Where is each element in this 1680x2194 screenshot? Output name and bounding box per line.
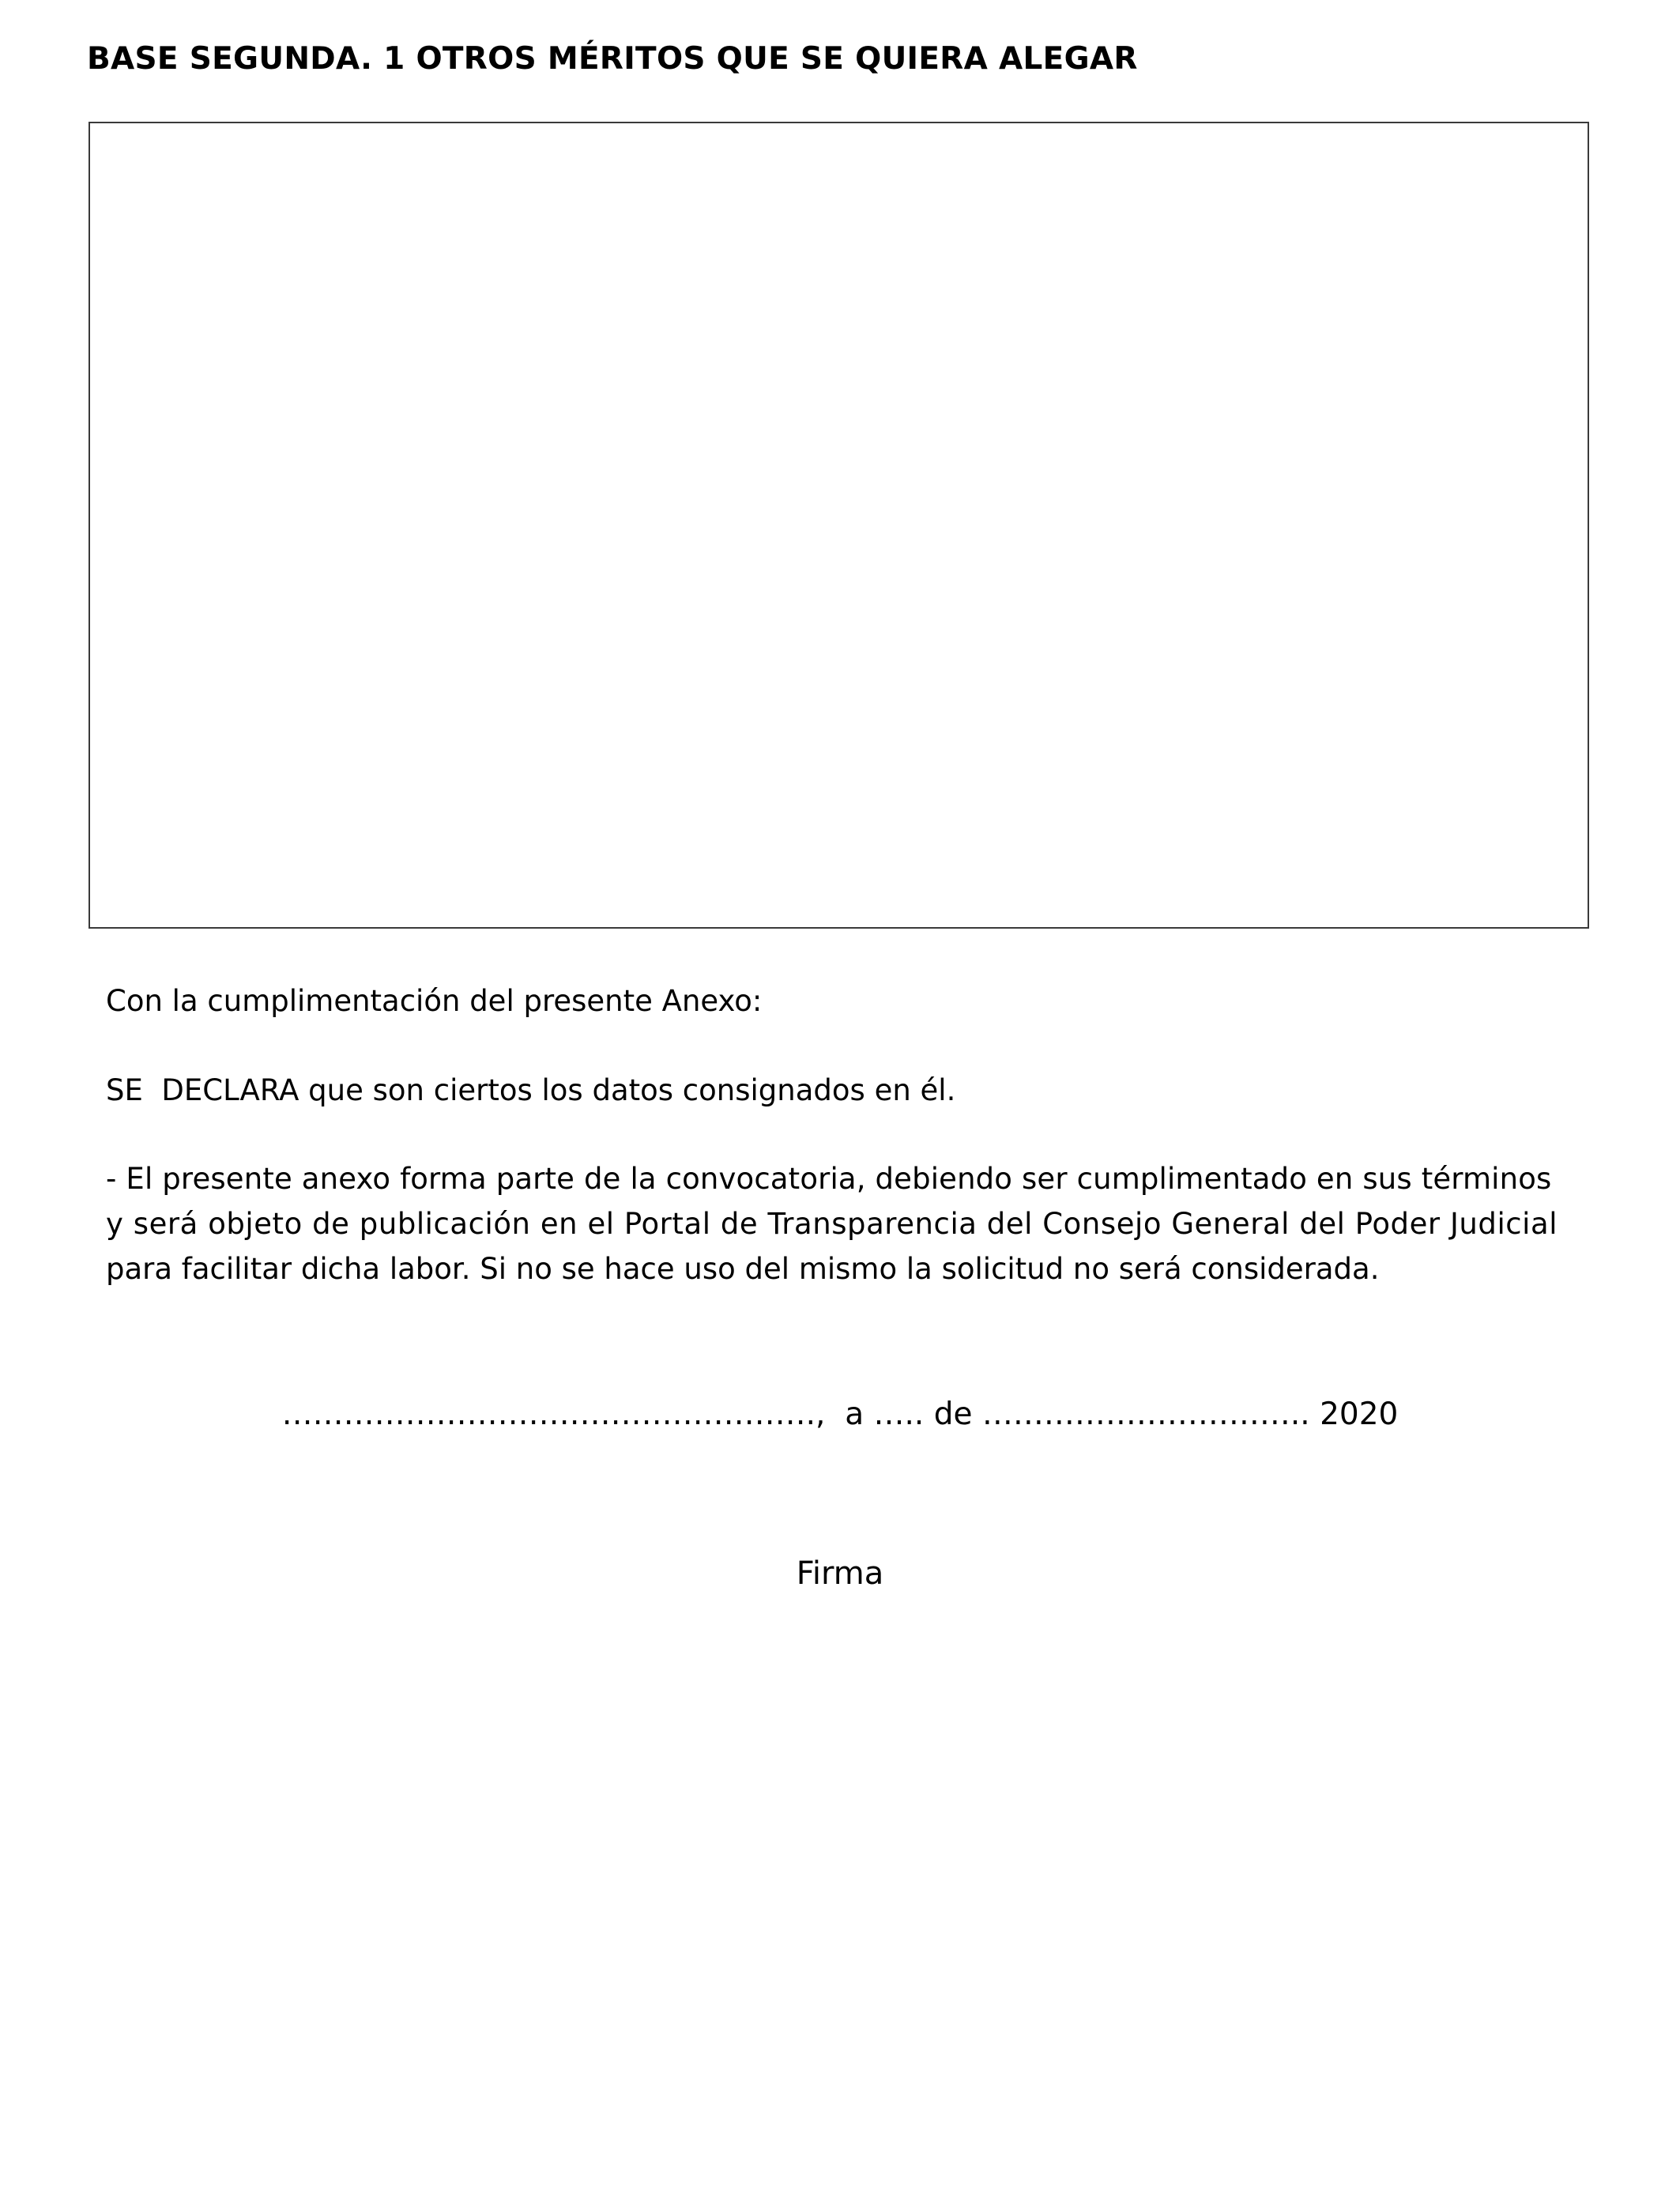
signature-label: Firma: [796, 1555, 884, 1592]
intro-text: Con la cumplimentación del presente Anexo:: [106, 984, 763, 1018]
place-date-line: ……………………………………………., a ….. de ………………………….. 2020: [281, 1397, 1399, 1432]
merits-entry-box[interactable]: [89, 122, 1589, 929]
notice-line-1: - El presente anexo forma parte de la convocatoria, debiendo ser cumplimentado en sus términos: [106, 1162, 1552, 1196]
page-title: BASE SEGUNDA. 1 OTROS MÉRITOS QUE SE QUIERA ALEGAR: [87, 41, 1138, 77]
notice-line-3: para facilitar dicha labor. Si no se hace uso del mismo la solicitud no será considerada.: [106, 1252, 1380, 1286]
notice-line-2: y será objeto de publicación en el Portal de Transparencia del Consejo General del Poder Judicial: [106, 1207, 1558, 1241]
declaration-text: SE DECLARA que son ciertos los datos consignados en él.: [106, 1073, 956, 1107]
